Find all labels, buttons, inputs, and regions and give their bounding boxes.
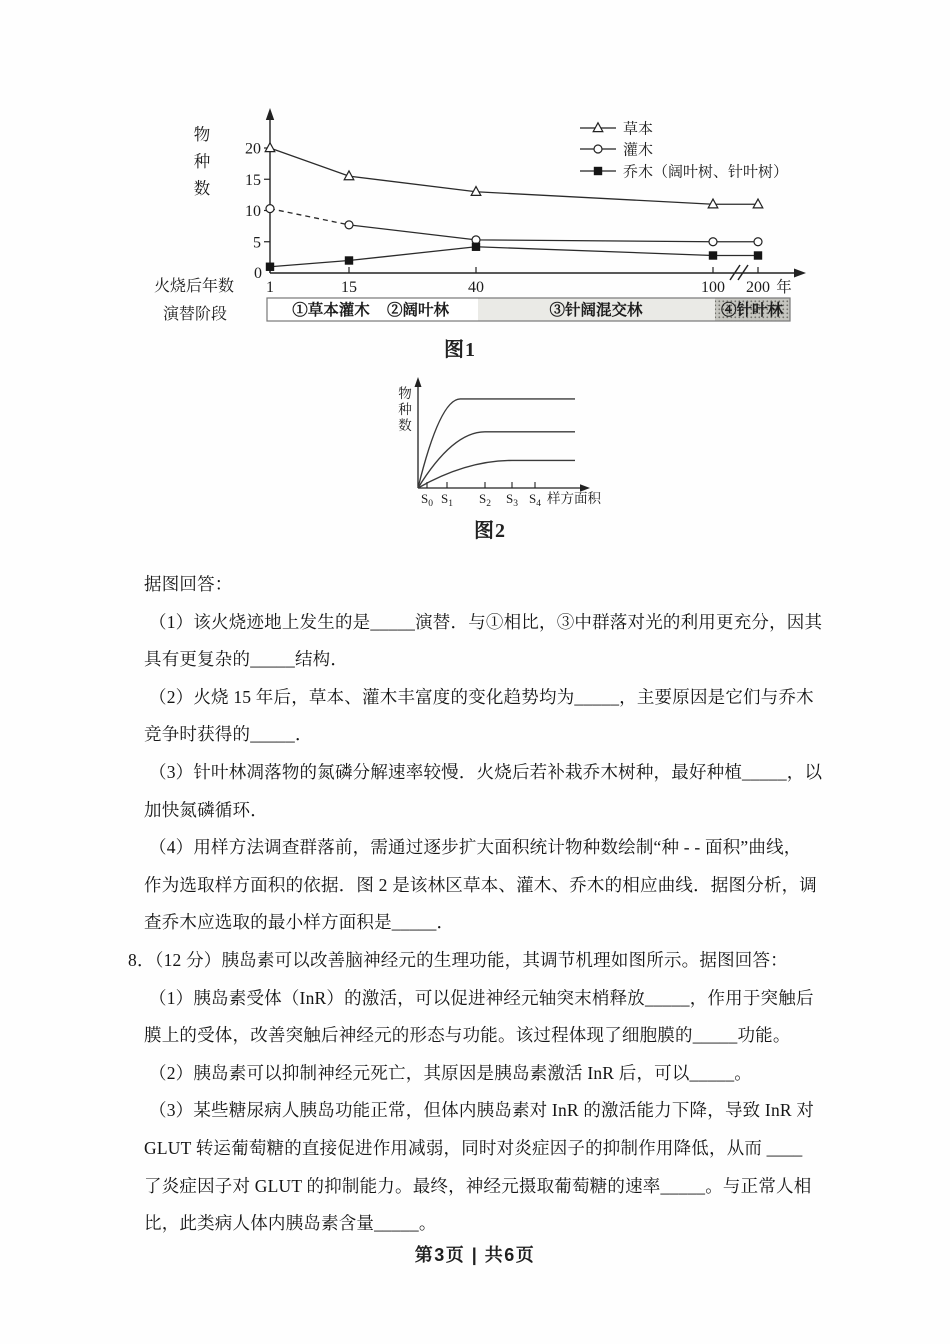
svg-text:样方面积: 样方面积 (547, 491, 601, 506)
svg-text:0: 0 (254, 265, 262, 282)
svg-text:15: 15 (341, 279, 357, 296)
svg-text:种: 种 (398, 402, 412, 417)
text-line: 查乔木应选取的最小样方面积是_____． (144, 912, 455, 933)
svg-text:演替阶段: 演替阶段 (163, 306, 228, 323)
svg-text:物: 物 (193, 125, 211, 144)
svg-text:灌木: 灌木 (623, 142, 654, 159)
svg-text:数: 数 (193, 179, 211, 198)
text-line: 作为选取样方面积的依据．图 2 是该林区草本、灌木、乔木的相应曲线．据图分析，调 (144, 874, 817, 895)
svg-text:S2: $S_2$ (479, 491, 491, 509)
svg-text:S4: $S_4$ (529, 491, 541, 509)
svg-text:20: 20 (245, 140, 261, 158)
text-line: （4）用样方法调查群落前，需通过逐步扩大面积统计物种数绘制“种 - - 面积”曲线， (149, 837, 802, 858)
text-line: 竞争时获得的_____． (144, 724, 313, 745)
text-line: 加快氮磷循环． (144, 799, 268, 820)
fig1-caption: 图1 (444, 339, 476, 361)
text-line: （3）某些糖尿病人胰岛功能正常，但体内胰岛素对 InR 的激活能力下降，导致 InR 对 (149, 1100, 815, 1121)
svg-text:1: 1 (266, 279, 274, 296)
svg-text:S0: $S_0$ (421, 491, 433, 509)
text-line: 比，此类病人体内胰岛素含量_____。 (144, 1213, 437, 1234)
svg-text:100: 100 (701, 279, 725, 296)
svg-text:种: 种 (193, 152, 211, 171)
text-line: （1）胰岛素受体（InR）的激活，可以促进神经元轴突末梢释放_____，作用于突触后 (149, 987, 814, 1008)
text-line: （3）针叶林凋落物的氮磷分解速率较慢．火烧后若补栽乔木树种，最好种植_____，以 (149, 761, 823, 782)
svg-text:④针叶林: ④针叶林 (720, 302, 784, 319)
svg-text:S1: $S_1$ (441, 491, 453, 509)
text-line: 据图回答： (144, 574, 233, 594)
svg-text:草本: 草本 (623, 121, 654, 138)
question8-first-line: 8．（12 分）胰岛素可以改善脑神经元的生理功能，其调节机理如图所示。据图回答： (128, 949, 788, 970)
svg-text:15: 15 (245, 171, 261, 189)
text-line: （2）胰岛素可以抑制神经元死亡，其原因是胰岛素激活 InR 后，可以_____。 (149, 1062, 752, 1083)
question-text-block (0, 566, 872, 1243)
svg-text:乔木（阔叶树、针叶树）: 乔木（阔叶树、针叶树） (623, 164, 789, 181)
page-footer: 第3页 | 共6页 (414, 1245, 536, 1265)
svg-text:S3: $S_3$ (506, 491, 518, 509)
text-line: （2）火烧 15 年后，草本、灌木丰富度的变化趋势均为_____，主要原因是它们与乔木 (149, 686, 814, 707)
svg-text:200: 200 (746, 279, 770, 296)
svg-text:②阔叶林: ②阔叶林 (386, 302, 450, 319)
text-line: 膜上的受体，改善突触后神经元的形态与功能。该过程体现了细胞膜的_____功能。 (144, 1025, 791, 1046)
svg-text:数: 数 (398, 418, 412, 433)
svg-text:5: 5 (253, 234, 261, 252)
text-line: （1）该火烧迹地上发生的是_____演替．与①相比，③中群落对光的利用更充分，因其 (149, 611, 823, 632)
text-line: GLUT 转运葡萄糖的直接促进作用减弱，同时对炎症因子的抑制作用降低，从而 ____ (144, 1137, 803, 1158)
fig1-chart (150, 92, 830, 354)
fig2-caption: 图2 (474, 520, 506, 542)
text-line: 了炎症因子对 GLUT 的抑制能力。最终，神经元摄取葡萄糖的速率_____。与正常人相 (144, 1175, 812, 1196)
svg-text:10: 10 (245, 203, 261, 220)
svg-text:物: 物 (398, 386, 412, 401)
svg-text:①草本灌木: ①草本灌木 (292, 302, 370, 319)
svg-text:40: 40 (468, 279, 484, 296)
svg-text:年: 年 (776, 279, 792, 296)
text-line: 具有更复杂的_____结构． (144, 649, 349, 670)
svg-text:③针阔混交林: ③针阔混交林 (549, 302, 643, 319)
fig2-chart (385, 372, 620, 517)
svg-text:火烧后年数: 火烧后年数 (154, 278, 235, 295)
